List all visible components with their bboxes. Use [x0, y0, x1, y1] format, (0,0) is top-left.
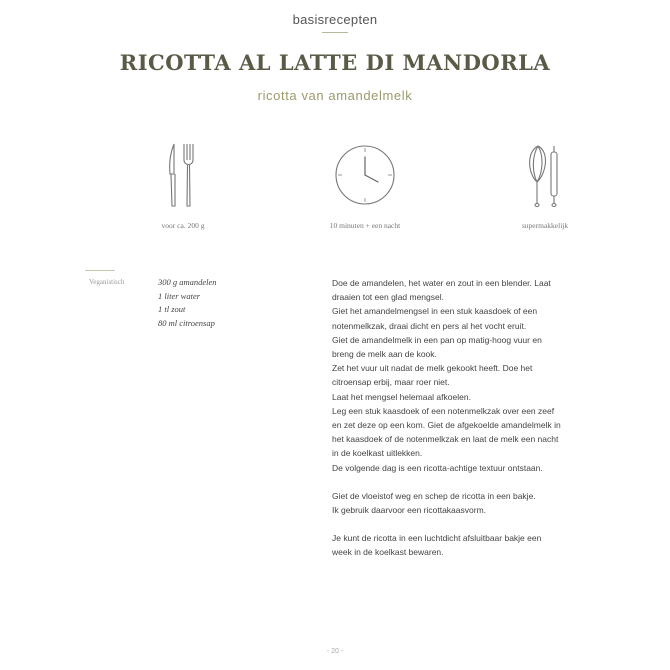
ingredient-item: 1 liter water [158, 290, 201, 301]
whisk-icon [520, 140, 570, 210]
ingredient-item: 300 g amandelen [158, 277, 217, 287]
diet-label: Veganistisch [89, 278, 125, 286]
method-line: en zet deze op een kom. Giet de afgekoelde amandelmelk in [332, 420, 561, 431]
method-line: De volgende dag is een ricotta-achtige textuur ontstaan. [332, 462, 543, 473]
method-line: het kaasdoek of de notenmelkzak en laat de melk een nacht [332, 434, 559, 445]
method-line: breng de melk aan de kook. [332, 349, 437, 360]
recipe-subtitle: ricotta van amandelmelk [257, 88, 413, 103]
ingredient-item: 80 ml citroensap [158, 317, 215, 328]
method-paragraph [332, 276, 594, 475]
method-line: Zet het vuur uit nadat de melk gekookt heeft. Doe het [332, 363, 533, 374]
method-line: Giet de vloeistof weg en schep de ricotta in een bakje. [332, 490, 536, 501]
cutlery-icon [163, 140, 203, 210]
method-line: Doe de amandelen, het water en zout in een blender. Laat [332, 278, 551, 288]
method-line: Ik gebruik daarvoor een ricottakaasvorm. [332, 505, 487, 516]
method-line: Giet de amandelmelk in een pan op matig-hoog vuur en [332, 334, 542, 345]
method-line: Giet het amandelmengsel in een stuk kaasdoek of een [332, 306, 538, 317]
method-line: Laat het mengsel helemaal afkoelen. [332, 391, 471, 402]
method-line: in de koelkast uitlekken. [332, 448, 423, 459]
time-info [305, 140, 425, 210]
method-line: draaien tot een glad mengsel. [332, 292, 444, 303]
method-line: notenmelkzak, draai dicht en pers al het vocht eruit. [332, 320, 527, 331]
page-number: - 20 - [326, 648, 344, 655]
time-caption: 10 minuten + een nacht [329, 221, 401, 230]
yield-caption: voor ca. 200 g [161, 221, 205, 230]
section-label: basisrecepten [292, 12, 378, 27]
method-text [332, 276, 594, 574]
method-line: citroensap erbij, maar roer niet. [332, 377, 450, 388]
ingredient-list [158, 276, 217, 330]
difficulty-info [485, 140, 605, 210]
section-divider [322, 32, 348, 33]
difficulty-caption: supermakkelijk [521, 221, 569, 230]
yield-info [123, 140, 243, 210]
method-paragraph [332, 489, 594, 517]
ingredient-item: 1 tl zout [158, 304, 186, 315]
method-line: week in de koelkast bewaren. [332, 547, 444, 558]
recipe-title: RICOTTA AL LATTE DI MANDORLA [119, 50, 551, 75]
side-divider [85, 270, 115, 271]
method-paragraph [332, 531, 594, 559]
method-line: Je kunt de ricotta in een luchtdicht afsluitbaar bakje een [332, 533, 542, 544]
clock-icon [330, 140, 400, 210]
method-line: Leg een stuk kaasdoek of een notenmelkzak over een zeef [332, 405, 555, 416]
